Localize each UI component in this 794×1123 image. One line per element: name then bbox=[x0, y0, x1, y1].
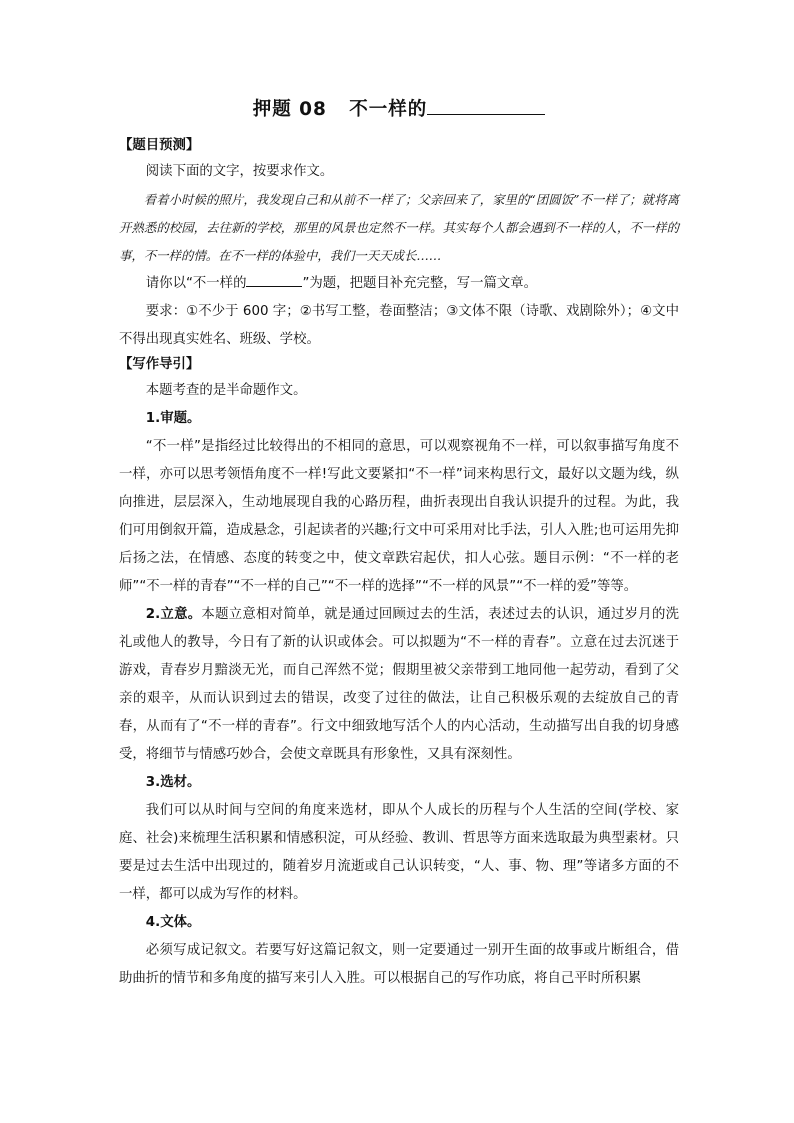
prompt-before: 请你以“不一样的 bbox=[145, 276, 247, 291]
guide-intro: 本题考查的是半命题作文。 bbox=[145, 383, 307, 398]
section-tag-guide: 【写作导引】 bbox=[119, 357, 200, 372]
guide-item-3-label: 3.选材。 bbox=[145, 775, 201, 790]
guide-item-1-label: 1.审题。 bbox=[145, 411, 201, 426]
guide-item-label bbox=[119, 769, 679, 797]
title-blank-line bbox=[427, 96, 545, 115]
guide-item-4-label: 4.文体。 bbox=[145, 915, 201, 930]
title-prefix: 押题 08 bbox=[252, 99, 327, 120]
section-tag-prediction: 【题目预测】 bbox=[119, 138, 200, 153]
prediction-quote: 看着小时候的照片，我发现自己和从前不一样了；父亲回来了，家里的“团圆饭”不一样了；就将离开熟悉的校园，去往新的学校，那里的风景也定然不一样。其实每个人都会遇到不一样的人，不一样的事，不一样的情。在不一样的体验中，我们一天天成长…… bbox=[119, 192, 679, 263]
guide-item-label bbox=[119, 405, 679, 433]
guide-item-2 bbox=[119, 601, 679, 769]
document-body bbox=[119, 96, 679, 993]
guide-item-2-label: 2.立意。 bbox=[145, 607, 202, 622]
guide-item-4-text: 必须写成记叙文。若要写好这篇记叙文，则一定要通过一别开生面的故事或片断组合，借助曲折的情节和多角度的描写来引人入胜。可以根据自己的写作功底，将自己平时所积累 bbox=[119, 943, 679, 986]
prediction-prompt bbox=[119, 270, 679, 298]
guide-item-2-text: 本题立意相对简单，就是通过回顾过去的生活，表述过去的认识，通过岁月的洗礼或他人的教导，今日有了新的认识或体会。可以拟题为“不一样的青春”。立意在过去沉迷于游戏，青春岁月黯淡无光，而自己浑然不觉；假期里被父亲带到工地同他一起劳动，看到了父亲的艰辛，从而认识到过去的错误，改变了过往的做法，让自己积极乐观的去绽放自己的青春，从而有了“不一样的青春”。行文中细致地写活个人的内心活动，生动描写出自我的切身感受，将细节与情感巧妙合，会使文章既具有形象性，又具有深刻性。 bbox=[119, 607, 679, 762]
prediction-requirements: 要求：①不少于 600 字；②书写工整，卷面整洁；③文体不限（诗歌、戏剧除外）；④文中不得出现真实姓名、班级、学校。 bbox=[119, 304, 679, 347]
prediction-intro: 阅读下面的文字，按要求作文。 bbox=[145, 164, 334, 179]
prompt-blank-line bbox=[246, 272, 302, 287]
guide-item-1-text: “不一样”是指经过比较得出的不相同的意思，可以观察视角不一样，可以叙事描写角度不一样，亦可以思考领悟角度不一样!写此文要紧扣“不一样”词来构思行文，最好以文题为线，纵向推进，层层深入，生动地展现自我的心路历程，曲折表现出自我认识提升的过程。为此，我们可用倒叙开篇，造成悬念，引起读者的兴趣;行文中可采用对比手法，引人入胜;也可运用先抑后扬之法，在情感、态度的转变之中，使文章跌宕起伏，扣人心弦。题目示例：“不一样的老师”“不一样的青春”“不一样的自己”“不一样的选择”“不一样的风景”“不一样的爱”等等。 bbox=[119, 439, 679, 594]
guide-item-3-text: 我们可以从时间与空间的角度来选材，即从个人成长的历程与个人生活的空间(学校、家庭、社会)来梳理生活积累和情感积淀，可从经验、教训、哲思等方面来选取最为典型素材。只要是过去生活中出现过的，随着岁月流逝或自己认识转变，“人、事、物、理”等诸多方面的不一样，都可以成为写作的材料。 bbox=[119, 803, 679, 902]
title-main: 不一样的 bbox=[349, 99, 428, 120]
page-title bbox=[119, 96, 679, 123]
prompt-after: ”为题，把题目补充完整，写一篇文章。 bbox=[302, 276, 538, 291]
guide-item-label bbox=[119, 909, 679, 937]
